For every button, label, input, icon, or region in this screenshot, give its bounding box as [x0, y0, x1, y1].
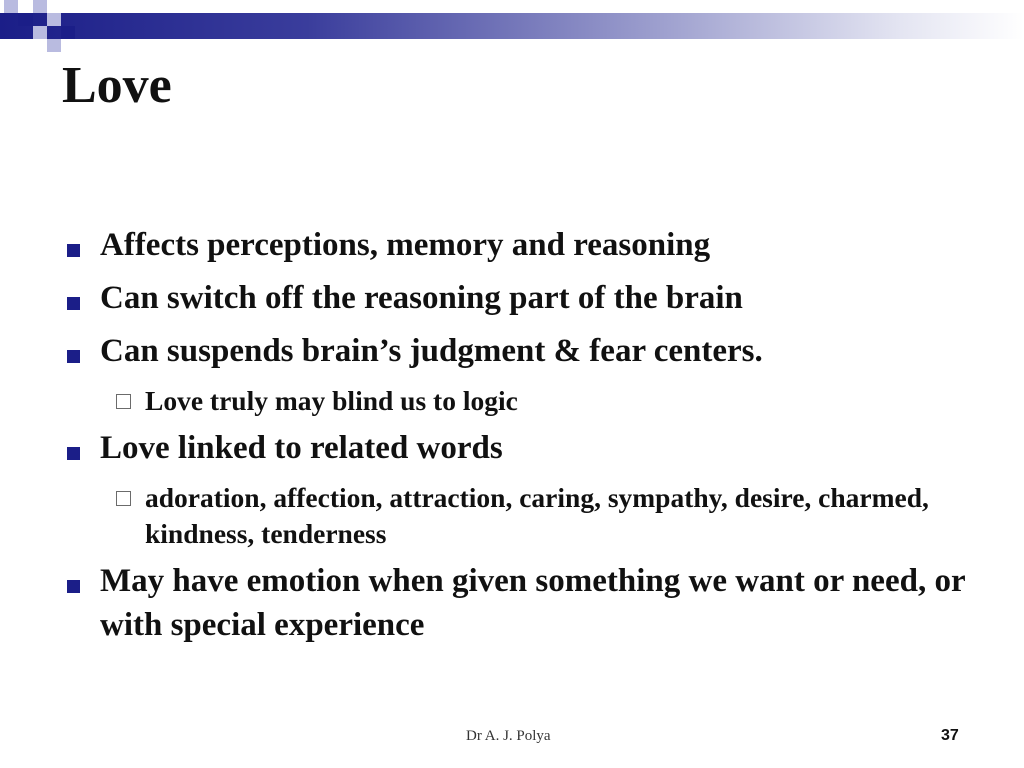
footer-author: Dr A. J. Polya — [466, 728, 551, 744]
bullet-item: Can switch off the reasoning part of the brain — [100, 280, 743, 316]
filled-square-bullet-icon — [67, 447, 80, 460]
page-number: 37 — [941, 727, 959, 744]
slide-title: Love — [62, 57, 172, 114]
hollow-square-bullet-icon — [116, 394, 131, 409]
filled-square-bullet-icon — [67, 350, 80, 363]
hollow-square-bullet-icon — [116, 491, 131, 506]
filled-square-bullet-icon — [67, 580, 80, 593]
filled-square-bullet-icon — [67, 297, 80, 310]
header-gradient-bar — [0, 13, 1024, 39]
filled-square-bullet-icon — [67, 244, 80, 257]
bullet-item: Can suspends brain’s judgment & fear centers. — [100, 333, 763, 369]
sub-bullet-item: adoration, affection, attraction, caring, sympathy, desire, charmed, kindness, tenderness — [145, 482, 929, 549]
bullet-item: Love linked to related words — [100, 430, 503, 466]
bullet-item: May have emotion when given something we want or need, or with special experience — [100, 563, 965, 643]
sub-bullet-item: Love truly may blind us to logic — [145, 385, 518, 416]
bullet-item: Affects perceptions, memory and reasoning — [100, 227, 711, 263]
